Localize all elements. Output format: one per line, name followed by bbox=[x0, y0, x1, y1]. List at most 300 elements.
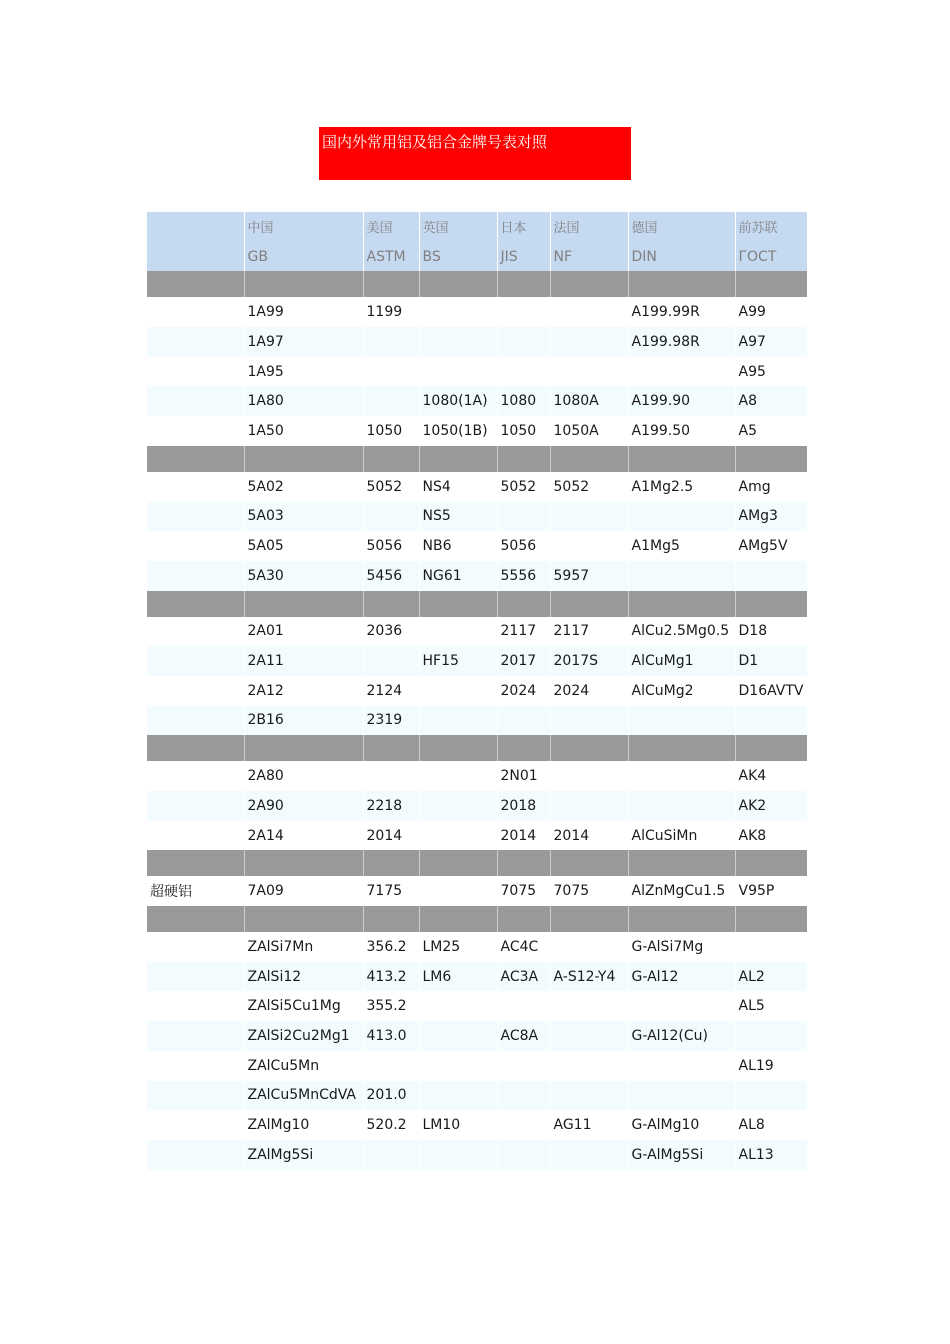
grade-cell: AK4 bbox=[735, 761, 807, 791]
grade-cell: AL13 bbox=[735, 1140, 807, 1170]
separator-cell bbox=[244, 735, 363, 761]
grade-cell: 1080(1A) bbox=[419, 386, 497, 416]
grade-cell: AlCuSiMn bbox=[628, 821, 735, 851]
grade-cell: ZAlSi12 bbox=[244, 962, 363, 992]
title-banner bbox=[319, 127, 631, 180]
header-country-cell: 中国 bbox=[244, 212, 363, 242]
separator-cell bbox=[419, 850, 497, 876]
header-standard-cell: ГОСТ bbox=[735, 242, 807, 272]
separator-cell bbox=[735, 446, 807, 472]
grade-cell: 2014 bbox=[363, 821, 419, 851]
grade-cell bbox=[363, 357, 419, 387]
grade-cell bbox=[550, 327, 628, 357]
table-row bbox=[147, 706, 807, 736]
grade-cell: AK8 bbox=[735, 821, 807, 851]
table-row bbox=[147, 297, 807, 327]
category-cell bbox=[147, 821, 244, 851]
grade-cell: 2218 bbox=[363, 791, 419, 821]
category-cell bbox=[147, 991, 244, 1021]
grade-cell: 5A30 bbox=[244, 561, 363, 591]
category-cell bbox=[147, 561, 244, 591]
grade-cell bbox=[735, 706, 807, 736]
category-cell bbox=[147, 791, 244, 821]
table-row bbox=[147, 676, 807, 706]
grade-cell: 5A02 bbox=[244, 472, 363, 502]
grade-cell bbox=[550, 1051, 628, 1081]
separator-cell bbox=[735, 271, 807, 297]
separator-cell bbox=[147, 271, 244, 297]
separator-cell bbox=[419, 591, 497, 617]
grade-cell: AC8A bbox=[497, 1021, 550, 1051]
category-cell bbox=[147, 1110, 244, 1140]
header-country-cell: 美国 bbox=[363, 212, 419, 242]
grade-cell: D1 bbox=[735, 646, 807, 676]
grade-cell: 1080A bbox=[550, 386, 628, 416]
group-separator-row bbox=[147, 850, 807, 876]
header-row-country bbox=[147, 212, 807, 242]
grade-cell bbox=[550, 991, 628, 1021]
category-cell bbox=[147, 646, 244, 676]
grade-cell: 7075 bbox=[550, 876, 628, 906]
separator-cell bbox=[419, 446, 497, 472]
separator-cell bbox=[244, 850, 363, 876]
category-cell bbox=[147, 472, 244, 502]
grade-cell bbox=[419, 706, 497, 736]
grade-cell bbox=[363, 327, 419, 357]
grade-cell: G-AlMg10 bbox=[628, 1110, 735, 1140]
separator-cell bbox=[735, 906, 807, 932]
grade-cell: 2117 bbox=[550, 617, 628, 647]
grade-cell: AC3A bbox=[497, 962, 550, 992]
grade-cell: 5A05 bbox=[244, 531, 363, 561]
category-cell bbox=[147, 327, 244, 357]
category-cell bbox=[147, 676, 244, 706]
grade-cell bbox=[497, 1081, 550, 1111]
grade-cell bbox=[550, 531, 628, 561]
grade-cell: 1050(1B) bbox=[419, 416, 497, 446]
category-cell bbox=[147, 416, 244, 446]
table-row bbox=[147, 1110, 807, 1140]
grade-cell: A-S12-Y4 bbox=[550, 962, 628, 992]
grade-cell bbox=[363, 386, 419, 416]
header-row-standard bbox=[147, 242, 807, 272]
grade-cell: 2A01 bbox=[244, 617, 363, 647]
separator-cell bbox=[628, 850, 735, 876]
grade-cell: AL8 bbox=[735, 1110, 807, 1140]
table-row bbox=[147, 357, 807, 387]
separator-cell bbox=[735, 735, 807, 761]
category-cell bbox=[147, 761, 244, 791]
table-body bbox=[147, 212, 807, 1170]
grade-cell: ZAlCu5MnCdVA bbox=[244, 1081, 363, 1111]
header-standard-cell: BS bbox=[419, 242, 497, 272]
grade-cell: 2024 bbox=[497, 676, 550, 706]
separator-cell bbox=[244, 446, 363, 472]
grade-cell bbox=[735, 932, 807, 962]
category-cell: 超硬铝 bbox=[147, 876, 244, 906]
grade-cell bbox=[550, 706, 628, 736]
grade-cell: 7175 bbox=[363, 876, 419, 906]
grade-cell: A95 bbox=[735, 357, 807, 387]
grade-cell: AMg3 bbox=[735, 502, 807, 532]
grade-cell bbox=[550, 761, 628, 791]
separator-cell bbox=[244, 591, 363, 617]
header-country-cell: 日本 bbox=[497, 212, 550, 242]
grade-cell: 2014 bbox=[550, 821, 628, 851]
header-country-cell bbox=[147, 212, 244, 242]
grade-cell bbox=[628, 561, 735, 591]
header-country-cell: 法国 bbox=[550, 212, 628, 242]
table-row bbox=[147, 1081, 807, 1111]
grade-cell: 2N01 bbox=[497, 761, 550, 791]
separator-cell bbox=[147, 591, 244, 617]
grade-cell bbox=[628, 791, 735, 821]
grade-cell bbox=[419, 991, 497, 1021]
grade-cell: 1080 bbox=[497, 386, 550, 416]
grade-cell: G-Al12(Cu) bbox=[628, 1021, 735, 1051]
grade-cell: 2117 bbox=[497, 617, 550, 647]
grade-cell bbox=[419, 297, 497, 327]
separator-cell bbox=[147, 906, 244, 932]
grade-cell: 201.0 bbox=[363, 1081, 419, 1111]
group-separator-row bbox=[147, 906, 807, 932]
category-cell bbox=[147, 502, 244, 532]
grade-cell: HF15 bbox=[419, 646, 497, 676]
grade-cell: 2B16 bbox=[244, 706, 363, 736]
grade-cell: 2036 bbox=[363, 617, 419, 647]
grade-cell: A199.98R bbox=[628, 327, 735, 357]
grade-cell: LM6 bbox=[419, 962, 497, 992]
grade-cell: AL19 bbox=[735, 1051, 807, 1081]
table-row bbox=[147, 617, 807, 647]
grade-cell: V95P bbox=[735, 876, 807, 906]
header-country-cell: 德国 bbox=[628, 212, 735, 242]
grade-cell: 7075 bbox=[497, 876, 550, 906]
category-cell bbox=[147, 706, 244, 736]
category-cell bbox=[147, 1081, 244, 1111]
grade-cell bbox=[497, 1140, 550, 1170]
grade-cell: 1A50 bbox=[244, 416, 363, 446]
grade-cell: 5A03 bbox=[244, 502, 363, 532]
grade-cell bbox=[419, 876, 497, 906]
separator-cell bbox=[363, 850, 419, 876]
grade-cell: 1A95 bbox=[244, 357, 363, 387]
grade-cell: Amg bbox=[735, 472, 807, 502]
category-cell bbox=[147, 357, 244, 387]
grade-cell: 2A14 bbox=[244, 821, 363, 851]
grade-cell: NS5 bbox=[419, 502, 497, 532]
grade-cell bbox=[550, 297, 628, 327]
grade-cell: NG61 bbox=[419, 561, 497, 591]
grade-cell: 2319 bbox=[363, 706, 419, 736]
separator-cell bbox=[497, 735, 550, 761]
separator-cell bbox=[628, 271, 735, 297]
grade-cell: 2017 bbox=[497, 646, 550, 676]
grade-cell bbox=[363, 1051, 419, 1081]
separator-cell bbox=[363, 271, 419, 297]
grade-cell: AL5 bbox=[735, 991, 807, 1021]
grade-cell: NS4 bbox=[419, 472, 497, 502]
header-standard-cell: GB bbox=[244, 242, 363, 272]
grade-cell: 1050A bbox=[550, 416, 628, 446]
table-row bbox=[147, 1140, 807, 1170]
separator-cell bbox=[628, 446, 735, 472]
grade-cell: 5052 bbox=[550, 472, 628, 502]
grade-cell bbox=[550, 932, 628, 962]
grade-cell: A1Mg2.5 bbox=[628, 472, 735, 502]
grade-cell bbox=[550, 1081, 628, 1111]
grade-cell: A99 bbox=[735, 297, 807, 327]
grade-cell: ZAlMg5Si bbox=[244, 1140, 363, 1170]
category-cell bbox=[147, 1021, 244, 1051]
grade-cell bbox=[550, 791, 628, 821]
table-row bbox=[147, 531, 807, 561]
grade-cell: 1A97 bbox=[244, 327, 363, 357]
grade-cell: A5 bbox=[735, 416, 807, 446]
grade-cell bbox=[497, 706, 550, 736]
grade-cell: A199.50 bbox=[628, 416, 735, 446]
separator-cell bbox=[363, 591, 419, 617]
grade-cell: D16AVTV bbox=[735, 676, 807, 706]
table-row bbox=[147, 472, 807, 502]
separator-cell bbox=[147, 850, 244, 876]
separator-cell bbox=[497, 591, 550, 617]
category-cell bbox=[147, 297, 244, 327]
grade-cell: LM25 bbox=[419, 932, 497, 962]
grade-cell: 2A12 bbox=[244, 676, 363, 706]
grade-cell bbox=[550, 1021, 628, 1051]
category-cell bbox=[147, 962, 244, 992]
grade-cell: 520.2 bbox=[363, 1110, 419, 1140]
grade-cell bbox=[497, 1051, 550, 1081]
table-row bbox=[147, 821, 807, 851]
grade-cell: AlCuMg2 bbox=[628, 676, 735, 706]
category-cell bbox=[147, 386, 244, 416]
grade-cell bbox=[628, 706, 735, 736]
grade-cell: G-Al12 bbox=[628, 962, 735, 992]
table-row bbox=[147, 962, 807, 992]
grade-cell bbox=[735, 561, 807, 591]
grade-cell bbox=[363, 1140, 419, 1170]
grade-cell: AlCuMg1 bbox=[628, 646, 735, 676]
grade-cell bbox=[497, 357, 550, 387]
grade-cell bbox=[628, 502, 735, 532]
page-title: 国内外常用铝及铝合金牌号表对照 bbox=[322, 133, 548, 151]
separator-cell bbox=[147, 735, 244, 761]
alloy-grade-table bbox=[147, 212, 807, 1170]
grade-cell: 5456 bbox=[363, 561, 419, 591]
grade-cell: 2A11 bbox=[244, 646, 363, 676]
separator-cell bbox=[550, 591, 628, 617]
category-cell bbox=[147, 1140, 244, 1170]
category-cell bbox=[147, 617, 244, 647]
group-separator-row bbox=[147, 591, 807, 617]
grade-cell: 355.2 bbox=[363, 991, 419, 1021]
grade-cell: 5056 bbox=[497, 531, 550, 561]
category-cell bbox=[147, 932, 244, 962]
grade-cell bbox=[419, 327, 497, 357]
grade-cell bbox=[497, 327, 550, 357]
grade-cell: ZAlSi5Cu1Mg bbox=[244, 991, 363, 1021]
separator-cell bbox=[628, 906, 735, 932]
separator-cell bbox=[497, 271, 550, 297]
grade-cell: ZAlCu5Mn bbox=[244, 1051, 363, 1081]
grade-cell: AlZnMgCu1.5 bbox=[628, 876, 735, 906]
grade-cell: 5957 bbox=[550, 561, 628, 591]
separator-cell bbox=[550, 271, 628, 297]
grade-cell bbox=[363, 502, 419, 532]
grade-cell: 7A09 bbox=[244, 876, 363, 906]
grade-cell bbox=[419, 821, 497, 851]
grade-cell: 356.2 bbox=[363, 932, 419, 962]
grade-cell bbox=[628, 1051, 735, 1081]
table-row bbox=[147, 416, 807, 446]
grade-cell bbox=[419, 1081, 497, 1111]
separator-cell bbox=[550, 446, 628, 472]
grade-cell bbox=[497, 991, 550, 1021]
grade-cell: A199.99R bbox=[628, 297, 735, 327]
grade-cell bbox=[419, 676, 497, 706]
grade-cell: 2124 bbox=[363, 676, 419, 706]
grade-cell: ZAlSi7Mn bbox=[244, 932, 363, 962]
grade-cell: AMg5V bbox=[735, 531, 807, 561]
grade-cell bbox=[419, 357, 497, 387]
grade-cell: AK2 bbox=[735, 791, 807, 821]
separator-cell bbox=[363, 906, 419, 932]
table-row bbox=[147, 646, 807, 676]
separator-cell bbox=[147, 446, 244, 472]
separator-cell bbox=[419, 735, 497, 761]
grade-cell bbox=[497, 1110, 550, 1140]
separator-cell bbox=[550, 906, 628, 932]
grade-cell: 5056 bbox=[363, 531, 419, 561]
grade-cell bbox=[550, 357, 628, 387]
grade-cell: AC4C bbox=[497, 932, 550, 962]
grade-cell bbox=[497, 502, 550, 532]
grade-cell: 2017S bbox=[550, 646, 628, 676]
group-separator-row bbox=[147, 271, 807, 297]
grade-cell bbox=[419, 1051, 497, 1081]
separator-cell bbox=[497, 906, 550, 932]
grade-cell bbox=[363, 761, 419, 791]
grade-cell: D18 bbox=[735, 617, 807, 647]
grade-cell: ZAlMg10 bbox=[244, 1110, 363, 1140]
grade-cell: AG11 bbox=[550, 1110, 628, 1140]
table-row bbox=[147, 791, 807, 821]
grade-cell: G-AlSi7Mg bbox=[628, 932, 735, 962]
grade-cell: A199.90 bbox=[628, 386, 735, 416]
header-standard-cell: DIN bbox=[628, 242, 735, 272]
separator-cell bbox=[550, 735, 628, 761]
header-standard-cell: NF bbox=[550, 242, 628, 272]
grade-cell: 2014 bbox=[497, 821, 550, 851]
separator-cell bbox=[628, 735, 735, 761]
header-country-cell: 前苏联 bbox=[735, 212, 807, 242]
grade-cell: 2024 bbox=[550, 676, 628, 706]
grade-cell: LM10 bbox=[419, 1110, 497, 1140]
grade-cell bbox=[497, 297, 550, 327]
grade-cell: 2A90 bbox=[244, 791, 363, 821]
grade-cell: 2018 bbox=[497, 791, 550, 821]
grade-cell: 5556 bbox=[497, 561, 550, 591]
table-row bbox=[147, 386, 807, 416]
header-country-cell: 英国 bbox=[419, 212, 497, 242]
grade-cell: 1A80 bbox=[244, 386, 363, 416]
grade-cell bbox=[550, 502, 628, 532]
grade-cell: A8 bbox=[735, 386, 807, 416]
grade-cell: 1A99 bbox=[244, 297, 363, 327]
table-row bbox=[147, 1051, 807, 1081]
table-row bbox=[147, 502, 807, 532]
table-row bbox=[147, 1021, 807, 1051]
separator-cell bbox=[497, 850, 550, 876]
grade-cell bbox=[628, 357, 735, 387]
grade-cell bbox=[628, 991, 735, 1021]
table-row bbox=[147, 561, 807, 591]
grade-cell bbox=[363, 646, 419, 676]
grade-cell: AL2 bbox=[735, 962, 807, 992]
group-separator-row bbox=[147, 446, 807, 472]
grade-cell bbox=[628, 1081, 735, 1111]
grade-cell: 413.0 bbox=[363, 1021, 419, 1051]
grade-cell: 413.2 bbox=[363, 962, 419, 992]
grade-cell bbox=[419, 1021, 497, 1051]
grade-cell: AlCu2.5Mg0.5 bbox=[628, 617, 735, 647]
header-standard-cell: JIS bbox=[497, 242, 550, 272]
grade-cell bbox=[735, 1021, 807, 1051]
grade-cell bbox=[419, 617, 497, 647]
table-row bbox=[147, 932, 807, 962]
grade-cell: 1050 bbox=[497, 416, 550, 446]
separator-cell bbox=[244, 271, 363, 297]
separator-cell bbox=[363, 735, 419, 761]
separator-cell bbox=[244, 906, 363, 932]
grade-cell: A97 bbox=[735, 327, 807, 357]
category-cell bbox=[147, 531, 244, 561]
grade-cell: 1199 bbox=[363, 297, 419, 327]
grade-cell bbox=[419, 1140, 497, 1170]
separator-cell bbox=[419, 271, 497, 297]
table-row bbox=[147, 991, 807, 1021]
header-standard-cell bbox=[147, 242, 244, 272]
separator-cell bbox=[419, 906, 497, 932]
separator-cell bbox=[628, 591, 735, 617]
grade-cell: G-AlMg5Si bbox=[628, 1140, 735, 1170]
grade-cell: 2A80 bbox=[244, 761, 363, 791]
grade-cell bbox=[550, 1140, 628, 1170]
grade-cell: 5052 bbox=[363, 472, 419, 502]
table-row bbox=[147, 876, 807, 906]
grade-cell bbox=[628, 761, 735, 791]
table-row bbox=[147, 761, 807, 791]
grade-cell bbox=[419, 761, 497, 791]
table-row bbox=[147, 327, 807, 357]
separator-cell bbox=[550, 850, 628, 876]
group-separator-row bbox=[147, 735, 807, 761]
separator-cell bbox=[363, 446, 419, 472]
separator-cell bbox=[735, 850, 807, 876]
header-standard-cell: ASTM bbox=[363, 242, 419, 272]
category-cell bbox=[147, 1051, 244, 1081]
grade-cell: ZAlSi2Cu2Mg1 bbox=[244, 1021, 363, 1051]
grade-cell: NB6 bbox=[419, 531, 497, 561]
grade-cell: 5052 bbox=[497, 472, 550, 502]
separator-cell bbox=[497, 446, 550, 472]
grade-cell: 1050 bbox=[363, 416, 419, 446]
grade-cell: A1Mg5 bbox=[628, 531, 735, 561]
grade-cell bbox=[419, 791, 497, 821]
separator-cell bbox=[735, 591, 807, 617]
